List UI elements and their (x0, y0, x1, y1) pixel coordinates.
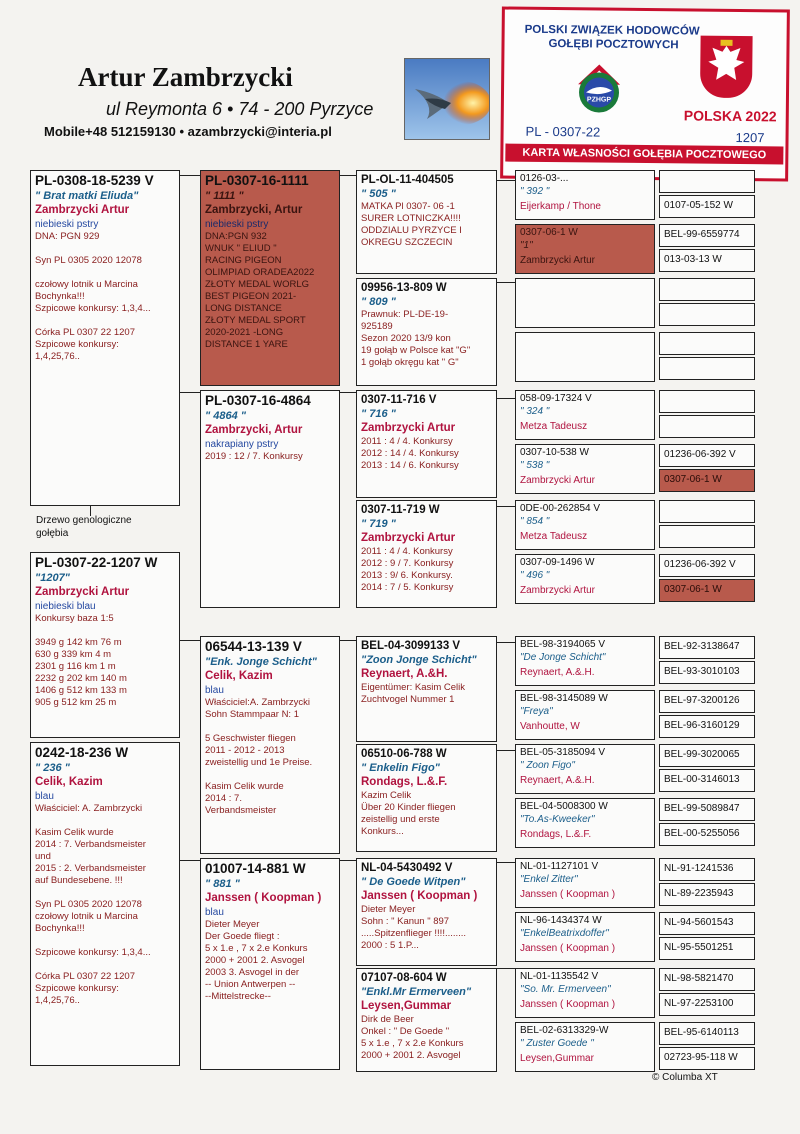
pigeon-ring: 0307-10-538 W (520, 447, 589, 458)
card-ring: PL - 0307-22 (525, 123, 601, 140)
pigeon-color: blau (205, 907, 224, 918)
card-org-line1: POLSKI ZWIĄZEK HODOWCÓW (524, 23, 700, 38)
great-grandparent-card[interactable] (356, 500, 497, 608)
pigeon-details: Dieter Meyer Der Goede fliegt : 5 x 1.e , 7 x 2.e Konkurs 2000 + 2001 2. Asvogel 2003 3. Asvogel in der -- Union Antwerpen -- --Mittelstrecke-- (205, 919, 308, 1002)
pigeon-ring: 0307-06-1 W (664, 474, 722, 485)
pigeon-color: nakrapiany pstry (205, 439, 279, 450)
pigeon-name: "EnkelBeatrixdoffer" (520, 928, 609, 939)
pigeon-ring: BEL-98-3145089 W (520, 693, 608, 704)
father-card[interactable] (30, 170, 180, 506)
pigeon-ring: 0307-11-716 V (361, 394, 437, 406)
ancestor-card-gen5[interactable] (659, 170, 755, 193)
pigeon-name: "To.As-Kweeker" (520, 814, 595, 825)
pigeon-details: 2011 : 4 / 4. Konkursy 2012 : 9 / 7. Konkursy 2013 : 9/ 6. Konkursy. 2014 : 7 / 5. Konkursy (361, 546, 454, 593)
ancestor-card-gen4[interactable] (515, 500, 655, 550)
footer-credit: © Columba XT (652, 1072, 718, 1083)
pigeon-details: DNA:PGN 932 WNUK " ELIUD " RACING PIGEON OLIMPIAD ORADEA2022 ZŁOTY MEDAL WORLG BEST PIGEON 2021- LONG DISTANCE ZŁOTY MEDAL SPORT 2020-2021 -LONG DISTANCE 1 YARE (205, 231, 315, 350)
breeder-name: Artur Zambrzycki (78, 62, 293, 92)
card-country: POLSKA 2022 (683, 107, 777, 125)
pigeon-name: " De Goede Witpen" (361, 876, 466, 888)
pigeon-owner: Janssen ( Koopman ) (361, 890, 478, 902)
pigeon-name: "1207" (35, 572, 70, 584)
pigeon-ring: BEL-99-3020065 (664, 749, 740, 760)
pigeon-name: " 716 " (361, 408, 396, 420)
pigeon-name: "Enk. Jonge Schicht" (205, 656, 317, 668)
pigeon-ring: 06544-13-139 V (205, 639, 302, 654)
ancestor-card-gen5[interactable] (659, 798, 755, 821)
pigeon-name: " 392 " (520, 186, 550, 197)
pigeon-name: " 496 " (520, 570, 550, 581)
pzhgp-logo (570, 58, 629, 117)
ancestor-card-gen4[interactable] (515, 224, 655, 274)
grandparent-card[interactable] (200, 170, 340, 386)
ancestor-card-gen5[interactable] (659, 278, 755, 301)
pigeon-owner: Zambrzycki Artur (361, 422, 456, 434)
ancestor-card-gen5[interactable] (659, 993, 755, 1016)
pigeon-details: Prawnuk: PL-DE-19- 925189 Sezon 2020 13/9 kon 19 gołąb w Polsce kat "G" 1 gołąb okręgu kat " G" (361, 309, 471, 368)
pigeon-owner: Metza Tadeusz (520, 531, 588, 542)
grandparent-card[interactable] (200, 636, 340, 854)
great-grandparent-card[interactable] (356, 744, 497, 852)
pigeon-ring: 01007-14-881 W (205, 861, 306, 876)
pigeon-ring: NL-01-1127101 V (520, 861, 599, 872)
pigeon-ring: PL-0307-16-1111 (205, 173, 309, 188)
ancestor-card-gen5[interactable] (659, 249, 755, 272)
card-org-line2: GOŁĘBI POCZTOWYCH (548, 37, 679, 52)
ancestor-card-gen5[interactable] (659, 937, 755, 960)
pigeon-color: blau (35, 791, 54, 802)
pigeon-ring: PL-OL-11-404505 (361, 174, 454, 186)
pigeon-details: Właściciel: A. Zambrzycki Kasim Celik wurde 2014 : 7. Verbandsmeister und 2015 : 2. Verbandsmeister auf Bundesebene. !!! Syn PL 0305 2020 12078 czołowy lotnik u Marcina Bochynka!!! Szpicowe konkursy: 1,3,4... Córka PL 0307 22 1207 Szpicowe konkursy: 1,4,25,76.. (35, 803, 151, 1006)
pigeon-ring: BEL-99-6559774 (664, 229, 740, 240)
ancestor-card-gen5[interactable] (659, 858, 755, 881)
pigeon-owner: Janssen ( Koopman ) (205, 892, 322, 904)
ancestor-card-gen5[interactable] (659, 690, 755, 713)
pigeon-owner: Zambrzycki, Artur (205, 204, 303, 216)
ancestor-card-gen4[interactable] (515, 1022, 655, 1072)
pigeon-color: niebieski blau (35, 601, 96, 612)
pigeon-ring: BEL-92-3138647 (664, 641, 740, 652)
ownership-card (500, 6, 790, 181)
ancestor-card-gen5[interactable] (659, 579, 755, 602)
pigeon-owner: Reynaert, A.&H. (361, 668, 448, 680)
great-grandparent-card[interactable] (356, 390, 497, 498)
pigeon-ring: 0107-05-152 W (664, 200, 733, 211)
ancestor-card-gen4[interactable] (515, 858, 655, 908)
pigeon-name: " 236 " (35, 762, 70, 774)
pigeon-name: " 1111 " (205, 190, 244, 202)
pigeon-ring: BEL-00-3146013 (664, 774, 740, 785)
pigeon-name: " 881 " (205, 878, 240, 890)
pigeon-ring: 0242-18-236 W (35, 745, 129, 760)
ancestor-card-gen5[interactable] (659, 769, 755, 792)
pigeon-ring: NL-94-5601543 (664, 917, 734, 928)
pigeon-ring: BEL-98-3194065 V (520, 639, 606, 650)
pigeon-ring: NL-91-1241536 (664, 863, 734, 874)
pigeon-ring: NL-95-5501251 (664, 942, 734, 953)
pigeon-ring: 0307-06-1 W (664, 584, 722, 595)
grandparent-card[interactable] (200, 390, 340, 608)
pigeon-ring: 0126-03-... (520, 173, 569, 184)
pigeon-owner: Metza Tadeusz (520, 421, 588, 432)
pigeon-ring: 0307-06-1 W (520, 227, 578, 238)
pzhgp-logo-icon (570, 58, 629, 117)
pigeon-ring: BEL-04-5008300 W (520, 801, 608, 812)
pigeon-ring: 0307-09-1496 W (520, 557, 595, 568)
ancestor-card-gen5[interactable] (659, 968, 755, 991)
ancestor-card-gen4[interactable] (515, 278, 655, 328)
pigeon-owner: Janssen ( Koopman ) (520, 889, 616, 900)
pigeon-name: "So. Mr. Ermerveen" (520, 984, 611, 995)
pigeon-owner: Rondags, L.&.F. (520, 829, 592, 840)
pigeon-details: DNA: PGN 929 Syn PL 0305 2020 12078 czołowy lotnik u Marcina Bochynka!!! Szpicowe konkursy: 1,3,4... Córka PL 0307 22 1207 Szpicowe konkursy: 1,4,25,76.. (35, 231, 151, 362)
pigeon-owner: Celik, Kazim (205, 670, 273, 682)
pigeon-details: Właściciel:A. Zambrzycki Sohn Stammpaar N: 1 5 Geschwister fliegen 2011 - 2012 - 2013 zweistellig und 1e Preise. Kasim Celik wurde 2014 : 7. Verbandsmeister (205, 697, 313, 816)
pigeon-ring: BEL-05-3185094 V (520, 747, 606, 758)
ancestor-card-gen5[interactable] (659, 224, 755, 247)
pigeon-ring: NL-98-5821470 (664, 973, 734, 984)
ancestor-card-gen5[interactable] (659, 303, 755, 326)
great-grandparent-card[interactable] (356, 858, 497, 966)
pigeon-color: niebieski pstry (205, 219, 269, 230)
pigeon-owner: Reynaert, A.&.H. (520, 775, 595, 786)
pigeon-name: "Enkl.Mr Ermerveen" (361, 986, 472, 998)
pigeon-ring: BEL-97-3200126 (664, 695, 740, 706)
tree-caption: Drzewo genologiczne gołębia (36, 515, 132, 539)
great-grandparent-card[interactable] (356, 968, 497, 1072)
ancestor-card-gen4[interactable] (515, 332, 655, 382)
pigeon-owner: Zambrzycki Artur (35, 586, 130, 598)
pigeon-ring: PL-0307-16-4864 (205, 393, 311, 408)
pigeon-details: MATKA Pl 0307- 06 -1 SURER LOTNICZKA!!!! ODDZIALU PYRZYCE I OKREGU SZCZECIN (361, 201, 462, 248)
pigeon-name: "Zoon Jonge Schicht" (361, 654, 477, 666)
mother-card[interactable] (30, 742, 180, 1066)
pigeon-ring: 01236-06-392 V (664, 449, 736, 460)
breeder-address: ul Reymonta 6 • 74 - 200 Pyrzyce (106, 99, 374, 119)
ancestor-card-gen5[interactable] (659, 661, 755, 684)
pigeon-name: " 719 " (361, 518, 396, 530)
pigeon-name: "1" (520, 240, 533, 251)
pigeon-owner: Eijerkamp / Thone (520, 201, 601, 212)
pigeon-owner: Leysen,Gummar (361, 1000, 452, 1012)
pigeon-photo (404, 58, 490, 140)
pigeon-ring: 058-09-17324 V (520, 393, 592, 404)
pigeon-name: " 324 " (520, 406, 550, 417)
ancestor-card-gen5[interactable] (659, 883, 755, 906)
card-number: 1207 (735, 129, 765, 146)
ancestor-card-gen4[interactable] (515, 170, 655, 220)
pigeon-details: Eigentümer: Kasim Celik Zuchtvogel Nummer 1 (361, 682, 466, 705)
pigeon-details: 2019 : 12 / 7. Konkursy (205, 451, 303, 462)
pigeon-name: " 4864 " (205, 410, 247, 422)
pigeon-ring: PL-0307-22-1207 W (35, 555, 158, 570)
pigeon-details: Dieter Meyer Sohn : " Kanun " 897 .....Spitzenflieger !!!!........ 2000 : 5 1.P... (361, 904, 467, 951)
pigeon-ring: 0307-11-719 W (361, 504, 440, 516)
pigeon-owner: Leysen,Gummar (520, 1053, 594, 1064)
pigeon-name: " 809 " (361, 296, 396, 308)
ancestor-card-gen4[interactable] (515, 912, 655, 962)
great-grandparent-card[interactable] (356, 278, 497, 386)
pigeon-ring: NL-04-5430492 V (361, 862, 453, 874)
pigeon-ring: BEL-95-6140113 (664, 1027, 739, 1038)
ancestor-card-gen5[interactable] (659, 715, 755, 738)
pigeon-owner: Zambrzycki Artur (361, 532, 456, 544)
pigeon-ring: 09956-13-809 W (361, 282, 447, 294)
ancestor-card-gen4[interactable] (515, 968, 655, 1018)
pigeon-color: niebieski pstry (35, 219, 99, 230)
subject-card[interactable] (30, 552, 180, 738)
ancestor-card-gen5[interactable] (659, 332, 755, 355)
ancestor-card-gen5[interactable] (659, 1022, 755, 1045)
pigeon-owner: Celik, Kazim (35, 776, 103, 788)
ancestor-card-gen4[interactable] (515, 444, 655, 494)
pigeon-name: " Zuster Goede " (520, 1038, 594, 1049)
pigeon-name: "De Jonge Schicht" (520, 652, 606, 663)
pigeon-owner: Vanhoutte, W (520, 721, 580, 732)
ancestor-card-gen5[interactable] (659, 469, 755, 492)
pigeon-photo-image (405, 59, 489, 139)
ancestor-card-gen5[interactable] (659, 500, 755, 523)
pigeon-ring: 0DE-00-262854 V (520, 503, 601, 514)
pigeon-ring: 06510-06-788 W (361, 748, 447, 760)
pigeon-name: "Enkel Zitter" (520, 874, 578, 885)
logo-text: PZHGP (586, 96, 612, 104)
ancestor-card-gen4[interactable] (515, 390, 655, 440)
pigeon-ring: 01236-06-392 V (664, 559, 736, 570)
pigeon-name: " 505 " (361, 188, 396, 200)
ancestor-card-gen5[interactable] (659, 357, 755, 380)
pigeon-name: " Enkelin Figo" (361, 762, 440, 774)
pigeon-name: " 538 " (520, 460, 550, 471)
pigeon-ring: NL-96-1434374 W (520, 915, 602, 926)
pigeon-ring: 02723-95-118 W (664, 1052, 738, 1063)
pigeon-owner: Janssen ( Koopman ) (520, 943, 616, 954)
ancestor-card-gen5[interactable] (659, 444, 755, 467)
pigeon-owner: Rondags, L.&.F. (361, 776, 448, 788)
pigeon-ring: BEL-93-3010103 (664, 666, 740, 677)
ancestor-card-gen4[interactable] (515, 744, 655, 794)
polish-eagle-emblem (700, 36, 753, 99)
ancestor-card-gen5[interactable] (659, 195, 755, 218)
pigeon-owner: Zambrzycki Artur (520, 475, 596, 486)
pigeon-name: " 854 " (520, 516, 550, 527)
ancestor-card-gen5[interactable] (659, 1047, 755, 1070)
pigeon-name: "Freya" (520, 706, 553, 717)
pigeon-ring: NL-97-2253100 (664, 998, 734, 1009)
pigeon-details: Kazim Celik Über 20 Kinder fliegen zeistellig und erste Konkurs... (361, 790, 456, 837)
ancestor-card-gen5[interactable] (659, 823, 755, 846)
ancestor-card-gen5[interactable] (659, 390, 755, 413)
great-grandparent-card[interactable] (356, 170, 497, 274)
card-footer: KARTA WŁASNOŚCI GOŁĘBIA POCZTOWEGO (505, 144, 783, 165)
ancestor-card-gen5[interactable] (659, 636, 755, 659)
pigeon-name: " Brat matki Eliuda" (35, 190, 139, 202)
eagle-icon (700, 36, 753, 99)
ancestor-card-gen5[interactable] (659, 912, 755, 935)
pigeon-ring: BEL-02-6313329-W (520, 1025, 609, 1036)
pigeon-owner: Zambrzycki, Artur (205, 424, 303, 436)
pigeon-owner: Reynaert, A.&.H. (520, 667, 595, 678)
ancestor-card-gen4[interactable] (515, 798, 655, 848)
pigeon-owner: Janssen ( Koopman ) (520, 999, 616, 1010)
pigeon-ring: BEL-04-3099133 V (361, 640, 461, 652)
ancestor-card-gen4[interactable] (515, 690, 655, 740)
pigeon-details: Konkursy baza 1:5 3949 g 142 km 76 m 630 g 339 km 4 m 2301 g 116 km 1 m 2232 g 202 km 140 m 1406 g 512 km 133 m 905 g 512 km 25 m (35, 613, 127, 708)
pigeon-details: Dirk de Beer Onkel : " De Goede " 5 x 1.e , 7 x 2.e Konkurs 2000 + 2001 2. Asvogel (361, 1014, 464, 1061)
breeder-contact: Mobile+48 512159130 • azambrzycki@interia.pl (44, 124, 332, 139)
pigeon-ring: BEL-99-5089847 (664, 803, 740, 814)
pigeon-color: blau (205, 685, 224, 696)
pigeon-ring: 07107-08-604 W (361, 972, 447, 984)
ancestor-card-gen5[interactable] (659, 554, 755, 577)
ancestor-card-gen4[interactable] (515, 554, 655, 604)
pigeon-ring: BEL-96-3160129 (664, 720, 740, 731)
pigeon-ring: NL-89-2235943 (664, 888, 734, 899)
grandparent-card[interactable] (200, 858, 340, 1070)
pigeon-owner: Zambrzycki Artur (520, 255, 596, 266)
ancestor-card-gen5[interactable] (659, 744, 755, 767)
pigeon-ring: BEL-00-5255056 (664, 828, 740, 839)
ancestor-card-gen5[interactable] (659, 415, 755, 438)
pigeon-ring: 013-03-13 W (664, 254, 722, 265)
pigeon-name: " Zoon Figo" (520, 760, 575, 771)
pigeon-owner: Zambrzycki Artur (520, 585, 596, 596)
ancestor-card-gen4[interactable] (515, 636, 655, 686)
pigeon-ring: PL-0308-18-5239 V (35, 173, 154, 188)
great-grandparent-card[interactable] (356, 636, 497, 742)
pigeon-details: 2011 : 4 / 4. Konkursy 2012 : 14 / 4. Konkursy 2013 : 14 / 6. Konkursy (361, 436, 459, 471)
pigeon-ring: NL-01-1135542 V (520, 971, 599, 982)
pigeon-owner: Zambrzycki Artur (35, 204, 130, 216)
ancestor-card-gen5[interactable] (659, 525, 755, 548)
